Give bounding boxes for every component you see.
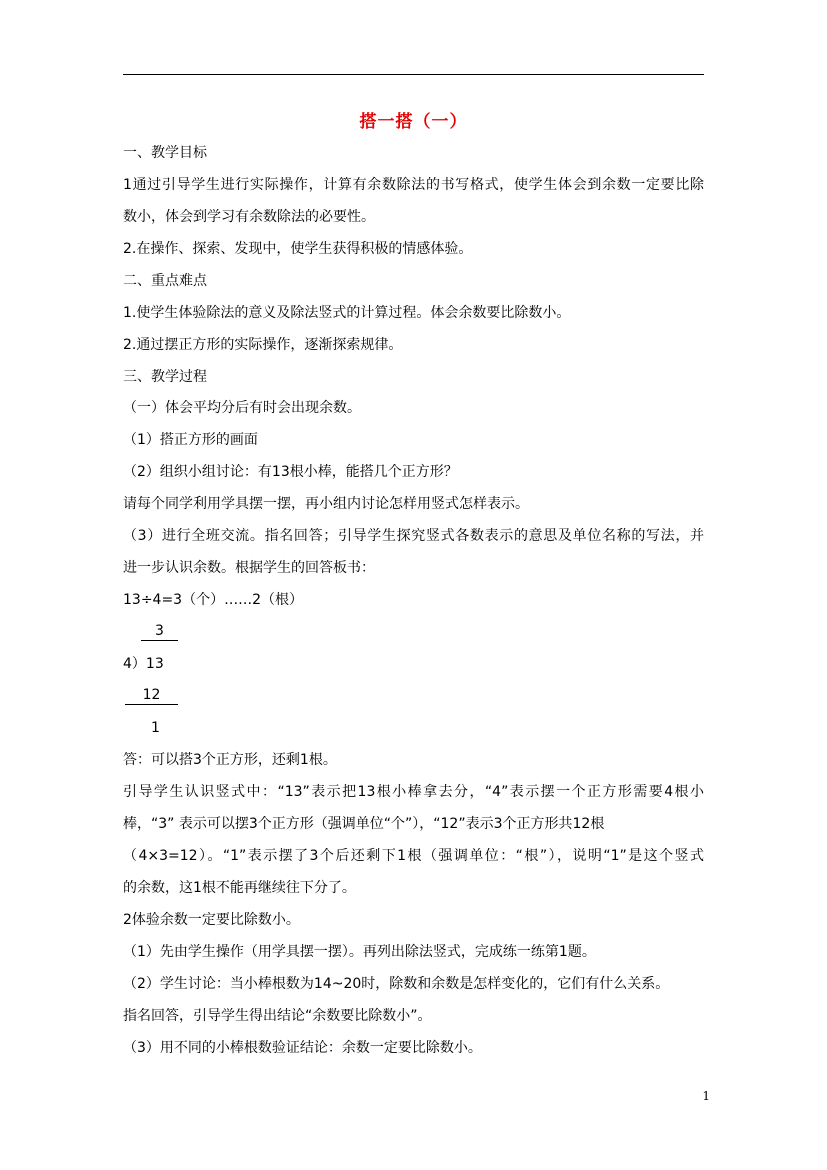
paragraph-line: 进一步认识余数。根据学生的回答板书： [123,560,375,576]
paragraph-line: 棒，“3” 表示可以摆3个正方形（强调单位“个”），“12”表示3个正方形共12根 [123,816,605,832]
paragraph-line: 的余数，这1根不能再继续往下分了。 [123,880,356,896]
paragraph-line: 1.使学生体验除法的意义及除法竖式的计算过程。体会余数要比除数小。 [123,305,571,321]
answer-line: 答：可以搭3个正方形，还剩1根。 [123,752,337,768]
page-title: 搭一搭（一） [359,112,468,132]
paragraph-line: 1通过引导学生进行实际操作，计算有余数除法的书写格式，使学生体会到余数一定要比除 [123,177,704,193]
equation-line: 13÷4=3（个）……2（根） [123,592,303,608]
paragraph-line: （3）用不同的小棒根数验证结论：余数一定要比除数小。 [123,1040,482,1056]
division-remainder: 1 [151,720,160,736]
paragraph-line: 2.在操作、探索、发现中，使学生获得积极的情感体验。 [123,241,473,257]
paragraph-line: （4×3=12）。“1”表示摆了3个后还剩下1根（强调单位：“根”），说明“1”是这个竖式 [123,848,704,864]
paragraph-line: （一）体会平均分后有时会出现余数。 [123,400,361,416]
division-divisor-dividend: 4）13 [123,656,164,672]
paragraph-line: （3）进行全班交流。指名回答；引导学生探究竖式各数表示的意思及单位名称的写法，并 [123,528,704,544]
paragraph-line: 2体验余数一定要比除数小。 [123,912,300,928]
paragraph-line: 请每个同学利用学具摆一摆，再小组内讨论怎样用竖式怎样表示。 [123,496,529,512]
paragraph-line: 引导学生认识竖式中：“13”表示把13根小棒拿去分，“4”表示摆一个正方形需要4根小 [123,784,704,800]
section-heading: 二、重点难点 [123,273,207,289]
section-heading: 三、教学过程 [123,369,207,385]
header-rule [123,74,704,75]
paragraph-line: 指名回答，引导学生得出结论“余数要比除数小”。 [123,1008,432,1024]
paragraph-line: （2）组织小组讨论：有13根小棒，能搭几个正方形？ [123,464,458,480]
section-heading: 一、教学目标 [123,145,207,161]
paragraph-line: 数小，体会到学习有余数除法的必要性。 [123,209,375,225]
division-product: 12 [125,686,178,705]
page-number: 1 [702,1089,710,1103]
paragraph-line: （1）先由学生操作（用学具摆一摆）。再列出除法竖式，完成练一练第1题。 [123,944,596,960]
paragraph-line: （1）搭正方形的画面 [123,432,258,448]
division-quotient: 3 [141,622,178,641]
paragraph-line: （2）学生讨论：当小棒根数为14~20时，除数和余数是怎样变化的，它们有什么关系。 [123,976,670,992]
paragraph-line: 2.通过摆正方形的实际操作，逐渐探索规律。 [123,337,403,353]
